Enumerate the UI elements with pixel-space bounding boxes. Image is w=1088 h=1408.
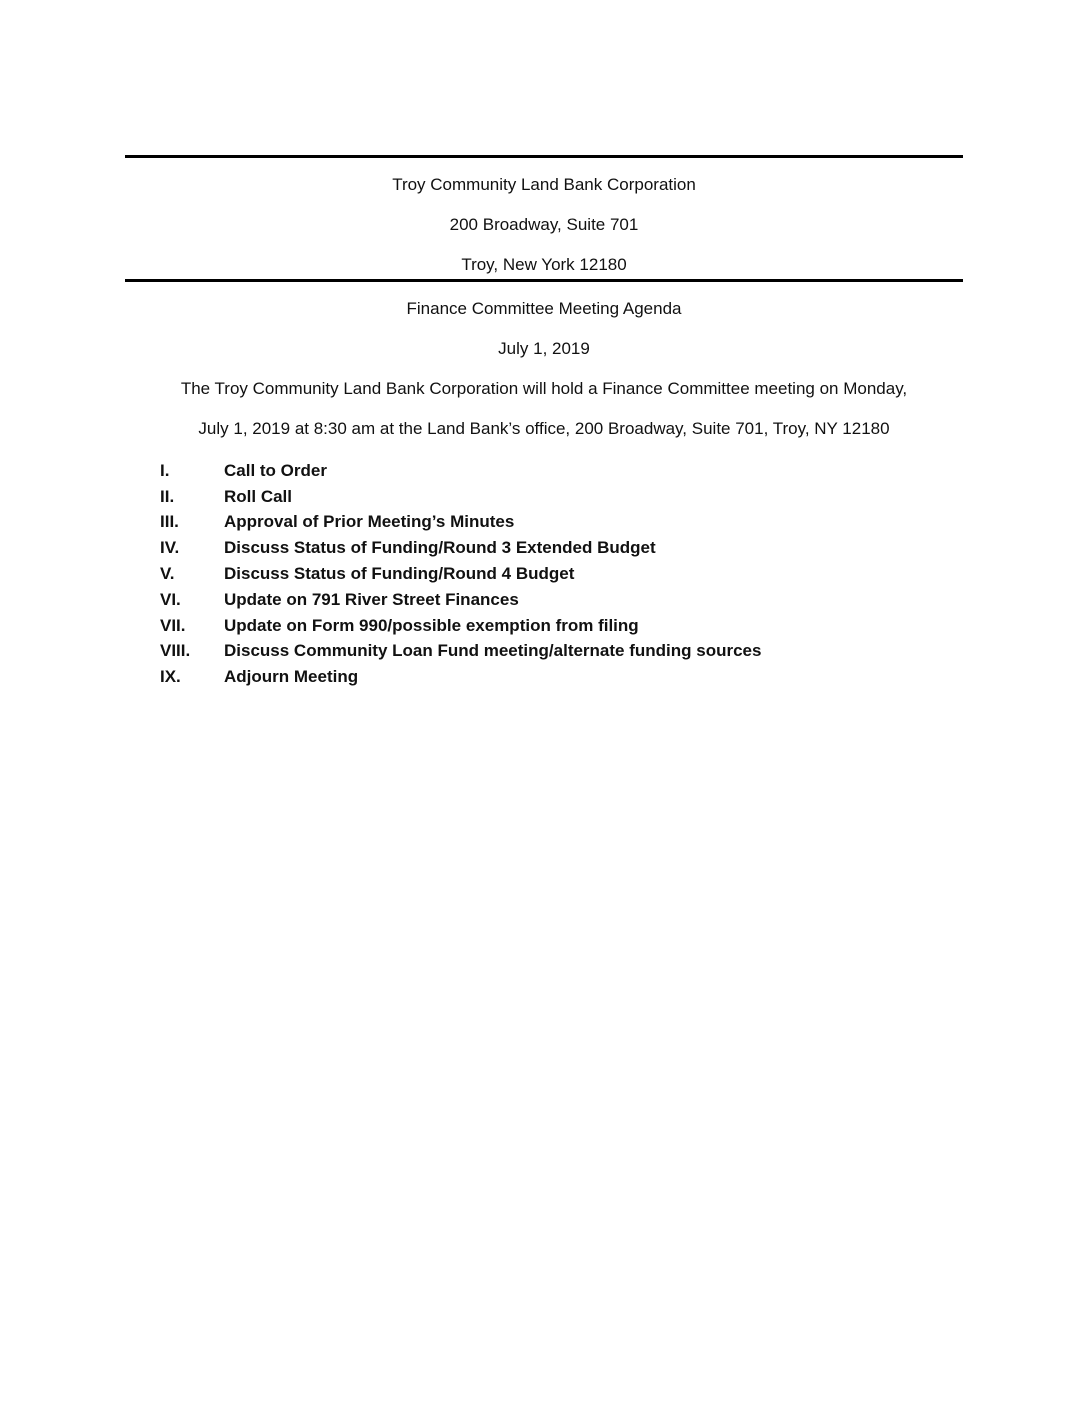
agenda-item-number: IX. <box>160 667 181 687</box>
agenda-item-text: Discuss Community Loan Fund meeting/alternate funding sources <box>224 641 762 661</box>
agenda-item <box>160 613 960 639</box>
address-line-2: Troy, New York 12180 <box>461 255 627 274</box>
agenda-item <box>160 639 960 665</box>
agenda-item-text: Discuss Status of Funding/Round 4 Budget <box>224 564 575 584</box>
agenda-item-number: IV. <box>160 538 180 558</box>
meeting-date: July 1, 2019 <box>498 339 590 358</box>
agenda-item-number: V. <box>160 564 175 584</box>
agenda-item-number: VIII. <box>160 641 191 661</box>
agenda-item-text: Call to Order <box>224 460 327 480</box>
agenda-item-number: II. <box>160 486 175 506</box>
address-line-1: 200 Broadway, Suite 701 <box>449 215 639 234</box>
agenda-item-text: Update on 791 River Street Finances <box>224 589 519 609</box>
agenda-item <box>160 484 960 510</box>
agenda-item <box>160 510 960 536</box>
notice-line-2: July 1, 2019 at 8:30 am at the Land Bank’s office, 200 Broadway, Suite 701, Troy, NY 12180 <box>198 419 890 438</box>
agenda-item <box>160 561 960 587</box>
agenda-item-number: I. <box>160 460 170 480</box>
agenda-item-text: Discuss Status of Funding/Round 3 Extended Budget <box>224 538 656 558</box>
agenda-item-text: Approval of Prior Meeting’s Minutes <box>224 512 515 532</box>
organization-name: Troy Community Land Bank Corporation <box>392 175 696 194</box>
agenda-item <box>160 458 960 484</box>
header-bottom-rule <box>125 279 963 282</box>
agenda-item-text: Adjourn Meeting <box>224 667 359 687</box>
meeting-title: Finance Committee Meeting Agenda <box>406 299 682 318</box>
agenda-item <box>160 535 960 561</box>
agenda-item-number: VII. <box>160 615 186 635</box>
header-top-rule <box>125 155 963 158</box>
agenda-list <box>160 458 960 690</box>
notice-line-1: The Troy Community Land Bank Corporation will hold a Finance Committee meeting on Monday, <box>180 379 908 398</box>
agenda-item-number: VI. <box>160 589 181 609</box>
agenda-item-text: Update on Form 990/possible exemption from filing <box>224 615 639 635</box>
agenda-item-text: Roll Call <box>224 486 293 506</box>
agenda-item <box>160 664 960 690</box>
agenda-item <box>160 587 960 613</box>
agenda-item-number: III. <box>160 512 179 532</box>
